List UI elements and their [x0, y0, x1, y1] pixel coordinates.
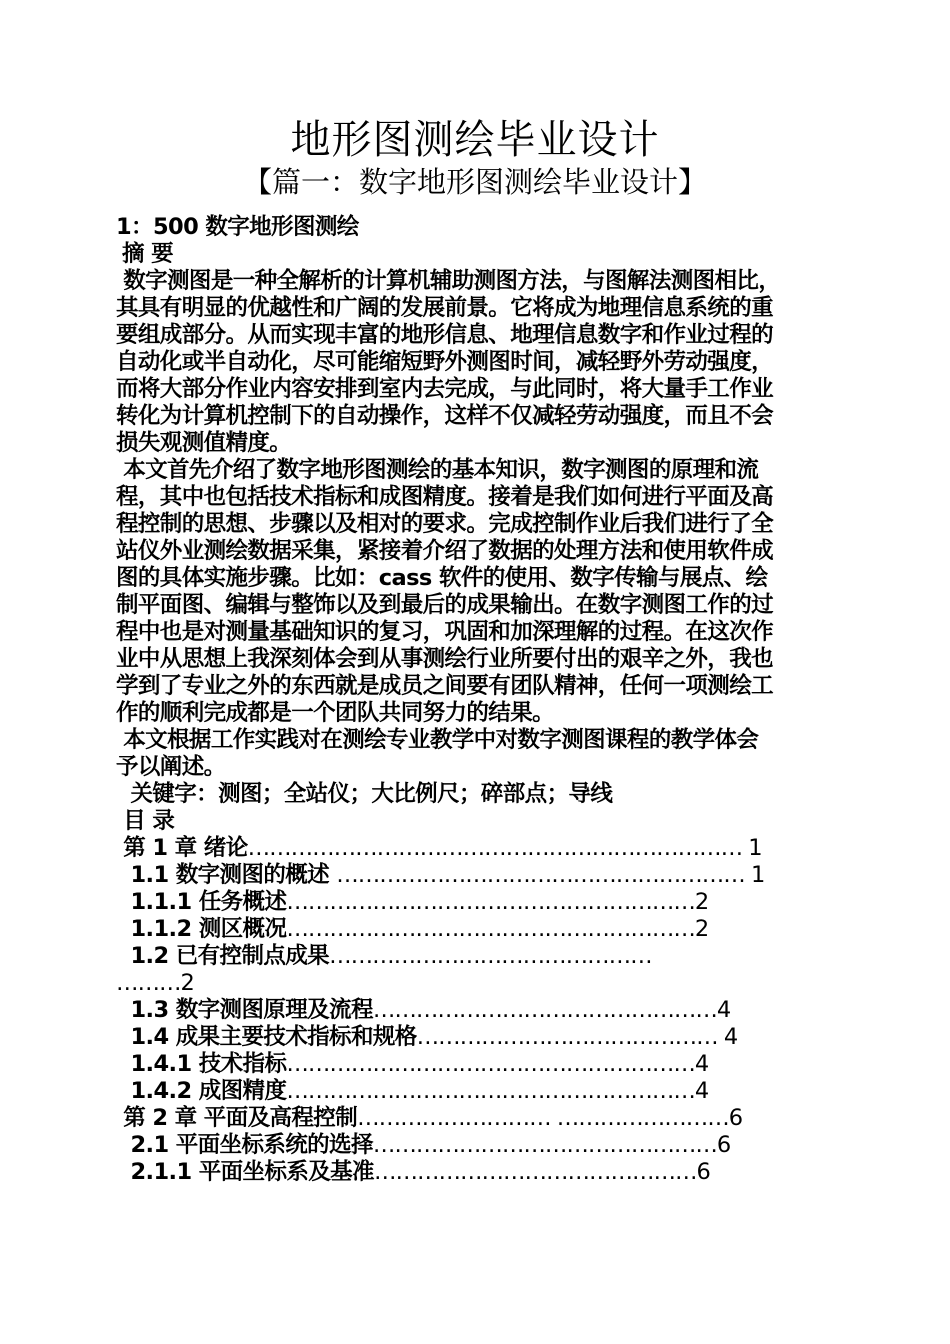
toc-entry-label: 第 2 章 平面及高程控制	[116, 1105, 358, 1131]
text-line: 站仪外业测绘数据采集，紧接着介绍了数据的处理方法和使用软件成	[116, 538, 774, 564]
text-line: 业中从思想上我深刻体会到从事测绘行业所要付出的艰辛之外，我也	[116, 646, 774, 672]
toc-page-number: 2	[180, 970, 195, 996]
toc-leader-dots: ………	[116, 970, 181, 996]
toc-entry[interactable]	[116, 1159, 838, 1186]
toc-leader-dots: …………………………………………	[372, 1132, 717, 1158]
text-line: 而将大部分作业内容安排到室内去完成，与此同时，将大量手工作业	[116, 376, 774, 402]
text-line: 转化为计算机控制下的自动操作，这样不仅减轻劳动强度，而且不会	[116, 403, 774, 429]
abstract-paragraph-3	[116, 727, 838, 781]
keywords-line: 关键字：测图；全站仪；大比例尺；碎部点；导线	[116, 781, 613, 807]
abstract-paragraph-2	[116, 457, 838, 727]
toc-page-number: 2	[694, 889, 709, 915]
abstract-paragraph-1	[116, 268, 838, 457]
toc-leader-dots: ……………………………………………………………	[247, 835, 749, 861]
toc-leader-dots: …………………………………………	[372, 997, 717, 1023]
text-line: 其具有明显的优越性和广阔的发展前景。它将成为地理信息系统的重	[116, 295, 774, 321]
toc-entry-label: 1.4.1 技术指标	[116, 1051, 287, 1077]
text-line: 作的顺利完成都是一个团队共同努力的结果。	[116, 700, 555, 726]
text-line: 本文根据工作实践对在测绘专业教学中对数字测图课程的教学体会	[116, 727, 759, 753]
toc-page-number: 2	[694, 916, 709, 942]
toc-leader-dots: …………………………………………………	[286, 889, 695, 915]
toc-page-number: 1	[750, 862, 765, 888]
toc-entry[interactable]	[116, 889, 838, 916]
text-line: 制平面图、编辑与整饰以及到最后的成果输出。在数字测图工作的过	[116, 592, 774, 618]
section-heading: 1：500 数字地形图测绘	[116, 214, 359, 240]
toc-leader-dots: ………………………………………	[329, 943, 652, 969]
toc-entry-label: 2.1.1 平面坐标系及基准	[116, 1159, 374, 1185]
toc-leader-dots: …………………………………………………	[286, 1078, 695, 1104]
toc-page-number: 6	[716, 1132, 731, 1158]
table-of-contents	[116, 835, 838, 1186]
text-line: 本文首先介绍了数字地形图测绘的基本知识，数字测图的原理和流	[116, 457, 759, 483]
text-line: 予以阐述。	[116, 754, 226, 780]
toc-entry-label: 1.1.1 任务概述	[116, 889, 287, 915]
document-subtitle: 【篇一：数字地形图测绘毕业设计】	[242, 165, 707, 199]
toc-entry[interactable]	[116, 1078, 838, 1105]
toc-page-number: 1	[748, 835, 762, 861]
toc-leader-dots: …………………………………………………	[286, 1051, 695, 1077]
text-line: 损失观测值精度。	[116, 430, 292, 456]
document-title: 地形图测绘毕业设计	[290, 117, 660, 163]
text-line: 图的具体实施步骤。比如：cass 软件的使用、数字传输与展点、绘	[116, 565, 768, 591]
text-line: 自动化或半自动化，尽可能缩短野外测图时间，减轻野外劳动强度，	[116, 349, 774, 375]
toc-leader-dots: ……………………… ……………………	[357, 1105, 729, 1131]
toc-entry[interactable]	[116, 997, 838, 1024]
toc-entry[interactable]	[116, 1105, 838, 1132]
toc-entry-label: 1.4.2 成图精度	[116, 1078, 287, 1104]
toc-entry[interactable]	[116, 916, 838, 943]
text-line: 程控制的思想、步骤以及相对的要求。完成控制作业后我们进行了全	[116, 511, 774, 537]
toc-page-number: 4	[694, 1078, 709, 1104]
toc-entry[interactable]	[116, 835, 838, 862]
toc-entry-label: 1.1.2 测区概况	[116, 916, 287, 942]
abstract-label: 摘 要	[122, 241, 174, 267]
toc-entry[interactable]	[116, 862, 838, 889]
toc-entry-label: 第 1 章 绪论	[116, 835, 248, 861]
toc-entry[interactable]	[116, 943, 838, 970]
toc-page-number: 6	[696, 1159, 711, 1185]
text-line: 数字测图是一种全解析的计算机辅助测图方法，与图解法测图相比，	[116, 268, 781, 294]
toc-entry[interactable]	[116, 970, 838, 997]
toc-entry[interactable]	[116, 1024, 838, 1051]
toc-page-number: 4	[694, 1051, 709, 1077]
toc-entry-label: 1.2 已有控制点成果	[116, 943, 330, 969]
toc-page-number: 6	[728, 1105, 743, 1131]
document-body	[116, 214, 838, 1186]
toc-entry-label: 1.1 数字测图的概述	[116, 862, 337, 888]
text-line: 学到了专业之外的东西就是成员之间要有团队精神，任何一项测绘工	[116, 673, 774, 699]
toc-leader-dots: …………………………………………………	[336, 862, 751, 888]
toc-leader-dots: ………………………………………	[373, 1159, 697, 1185]
toc-page-number: 4	[723, 1024, 738, 1050]
toc-page-number: 4	[716, 997, 731, 1023]
text-line: 程中也是对测量基础知识的复习，巩固和加深理解的过程。在这次作	[116, 619, 774, 645]
toc-entry[interactable]	[116, 1132, 838, 1159]
text-line: 程，其中也包括技术指标和成图精度。接着是我们如何进行平面及高	[116, 484, 774, 510]
toc-leader-dots: ……………………………………	[416, 1024, 724, 1050]
toc-entry-label: 1.4 成果主要技术指标和规格	[116, 1024, 417, 1050]
toc-heading: 目 录	[116, 808, 175, 834]
toc-leader-dots: …………………………………………………	[286, 916, 695, 942]
text-line: 要组成部分。从而实现丰富的地形信息、地理信息数字和作业过程的	[116, 322, 774, 348]
toc-entry-label: 2.1 平面坐标系统的选择	[116, 1132, 373, 1158]
toc-entry-label: 1.3 数字测图原理及流程	[116, 997, 373, 1023]
toc-entry[interactable]	[116, 1051, 838, 1078]
